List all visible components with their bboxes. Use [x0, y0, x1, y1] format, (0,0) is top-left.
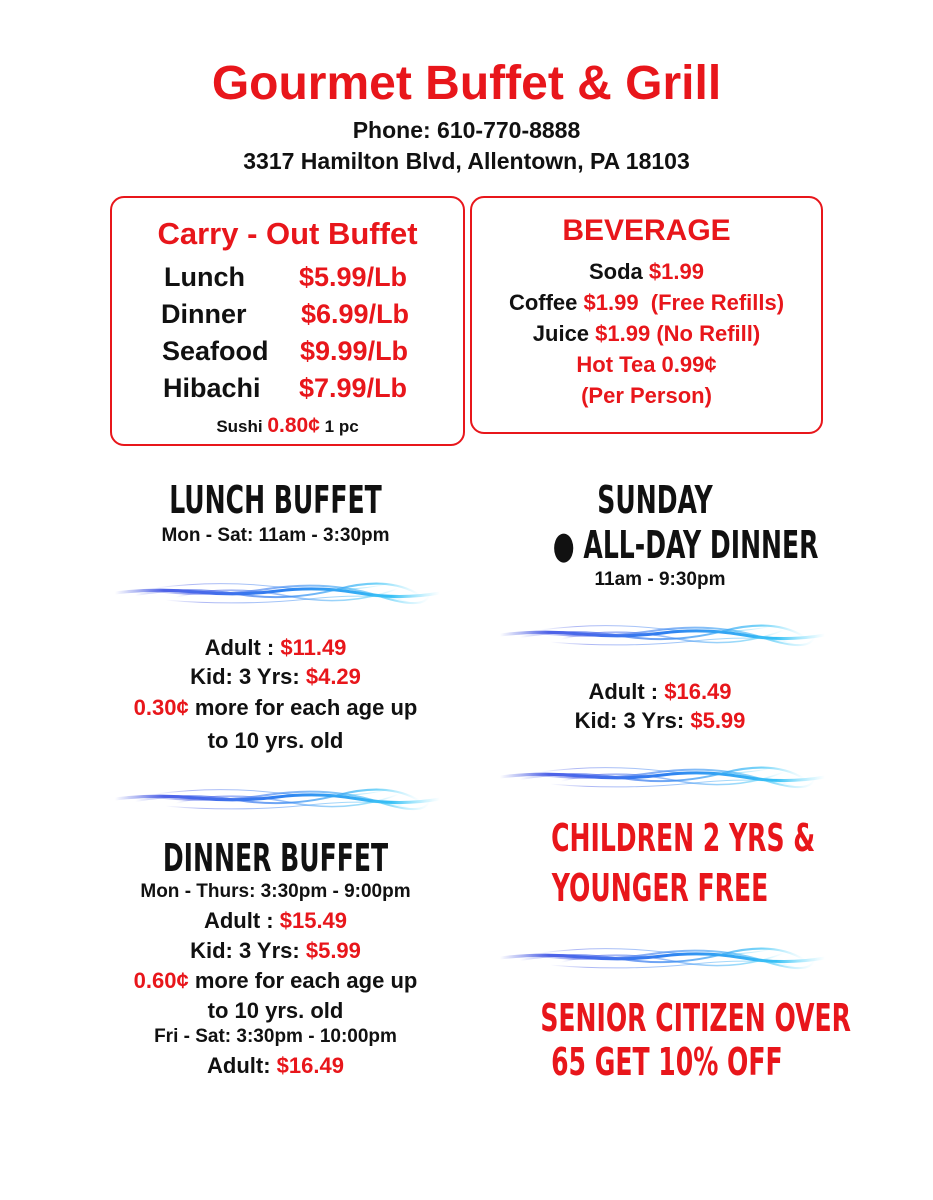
- dinner-kid-label: Kid: 3 Yrs:: [190, 938, 300, 963]
- sunday-title-text: SUNDAY: [597, 478, 713, 522]
- dinner-extra-line: [103, 968, 448, 994]
- lunch-buffet-title: [103, 478, 448, 522]
- carry-out-item-name: Lunch: [164, 262, 245, 292]
- restaurant-title: Gourmet Buffet & Grill: [211, 57, 722, 110]
- dinner-buffet-title-text: DINNER BUFFET: [162, 836, 389, 880]
- carry-out-item-name: Dinner: [161, 299, 247, 329]
- sparkle-divider-icon: [115, 575, 440, 611]
- senior-discount-line1: [480, 996, 851, 1040]
- carry-out-item-price: $7.99/Lb: [299, 373, 408, 403]
- weekend-hours: Fri - Sat: 3:30pm - 10:00pm: [154, 1026, 397, 1047]
- beverage-label: Soda: [589, 259, 643, 284]
- sparkle-divider-icon: [500, 617, 825, 653]
- lunch-adult-label: Adult :: [204, 635, 275, 660]
- sushi-price: 0.80¢: [267, 414, 320, 437]
- children-free-line1: [495, 816, 825, 860]
- sunday-subtitle-text: ● ALL-DAY DINNER: [552, 523, 819, 567]
- weekend-adult-label: Adult:: [207, 1053, 271, 1078]
- lunch-adult-value: $11.49: [280, 635, 347, 660]
- children-free-text1: CHILDREN 2 YRS &: [551, 816, 816, 860]
- sushi-line: [112, 414, 463, 438]
- sunday-kid-label: Kid: 3 Yrs:: [574, 708, 685, 733]
- sushi-label: Sushi: [216, 417, 263, 436]
- beverage-title: BEVERAGE: [562, 214, 731, 247]
- lunch-buffet-title-text: LUNCH BUFFET: [169, 478, 382, 522]
- hot-tea-note: (Per Person): [581, 383, 712, 408]
- beverage-price: $1.99 (Free Refills): [583, 290, 785, 315]
- weekend-adult-value: $16.49: [276, 1053, 344, 1078]
- children-free-text2: YOUNGER FREE: [551, 866, 769, 910]
- sunday-kid-value: $5.99: [690, 708, 746, 733]
- beverage-label: Juice: [532, 321, 590, 346]
- dinner-kid-value: $5.99: [305, 938, 361, 963]
- carry-out-item-price: $6.99/Lb: [301, 299, 410, 329]
- sparkle-divider-icon: [115, 781, 440, 817]
- beverage-price: $1.99 (No Refill): [595, 321, 761, 346]
- beverage-list: [472, 256, 821, 411]
- carry-out-item-price: $5.99/Lb: [299, 262, 408, 292]
- dinner-adult-value: $15.49: [279, 908, 348, 933]
- senior-discount-text1: SENIOR CITIZEN OVER: [540, 996, 851, 1040]
- lunch-extra-line: [103, 695, 448, 721]
- beverage-label: Coffee: [508, 290, 578, 315]
- lunch-adult-price: [103, 635, 448, 661]
- beverage-item: [472, 287, 821, 318]
- beverage-item: [472, 318, 821, 349]
- address: 3317 Hamilton Blvd, Allentown, PA 18103: [243, 148, 690, 174]
- lunch-extra-price: 0.30¢: [133, 695, 189, 720]
- lunch-kid-price: [103, 664, 448, 690]
- sunday-adult-price: [495, 679, 825, 705]
- lunch-hours: Mon - Sat: 11am - 3:30pm: [161, 525, 390, 546]
- dinner-extra-text: more for each age up: [194, 968, 418, 993]
- senior-discount-text2: 65 GET 10% OFF: [551, 1040, 783, 1084]
- carry-out-item-name: Seafood: [162, 336, 269, 366]
- dinner-adult-price: [103, 908, 448, 934]
- dinner-kid-price: [103, 938, 448, 964]
- hot-tea-line: Hot Tea 0.99¢: [576, 352, 717, 377]
- carry-out-item-price: $9.99/Lb: [300, 336, 409, 366]
- dinner-buffet-title: [103, 836, 448, 880]
- sushi-unit: 1 pc: [324, 417, 359, 436]
- beverage-item: [472, 256, 821, 287]
- sunday-adult-value: $16.49: [664, 679, 732, 704]
- lunch-extra-text2: to 10 yrs. old: [207, 728, 344, 753]
- sunday-subtitle: [495, 523, 835, 567]
- sunday-hours: 11am - 9:30pm: [594, 569, 726, 590]
- carry-out-box: [110, 196, 465, 446]
- lunch-extra-text: more for each age up: [194, 695, 418, 720]
- weekend-adult-price: [103, 1053, 448, 1079]
- lunch-kid-label: Kid: 3 Yrs:: [190, 664, 300, 689]
- dinner-hours: Mon - Thurs: 3:30pm - 9:00pm: [140, 881, 411, 902]
- carry-out-title: Carry - Out Buffet: [157, 216, 418, 251]
- sunday-kid-price: [495, 708, 825, 734]
- beverage-box: [470, 196, 823, 434]
- lunch-kid-value: $4.29: [305, 664, 361, 689]
- phone-number[interactable]: Phone: 610-770-8888: [352, 117, 581, 143]
- sparkle-divider-icon: [500, 759, 825, 795]
- carry-out-item-name: Hibachi: [163, 373, 261, 403]
- dinner-extra-price: 0.60¢: [133, 968, 189, 993]
- senior-discount-line2: [495, 1040, 825, 1084]
- children-free-line2: [495, 866, 825, 910]
- dinner-adult-label: Adult :: [203, 908, 274, 933]
- beverage-price: $1.99: [648, 259, 704, 284]
- sparkle-divider-icon: [500, 940, 825, 976]
- dinner-extra-text2: to 10 yrs. old: [207, 998, 344, 1023]
- sunday-adult-label: Adult :: [588, 679, 659, 704]
- sunday-title: [495, 478, 815, 522]
